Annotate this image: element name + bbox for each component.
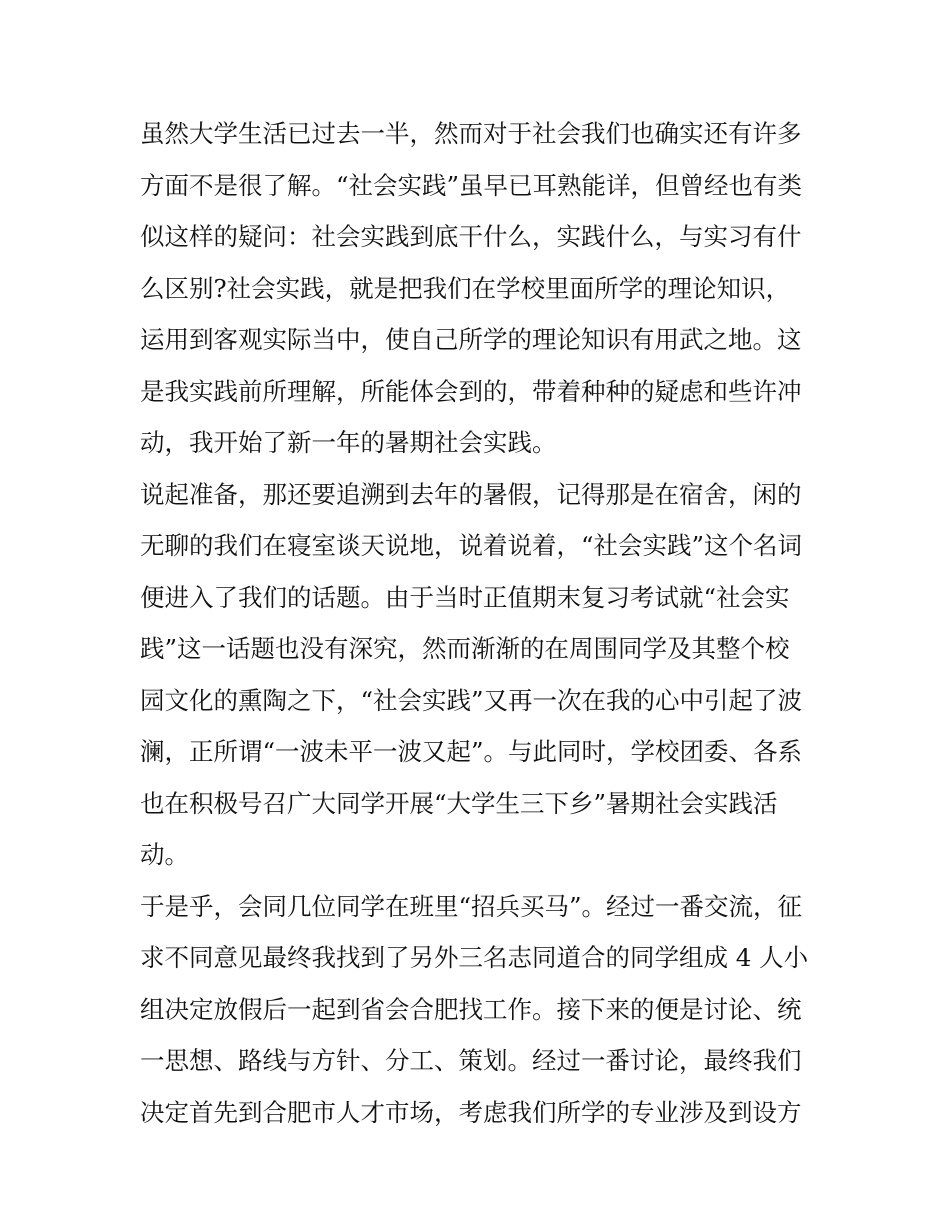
text-line: 动，我开始了新一年的暑期社会实践。 — [140, 428, 557, 457]
text-line: 运用到客观实际当中，使自己所学的理论知识有用武之地。这 — [140, 325, 802, 354]
text-line: 决定首先到合肥市人才市场，考虑我们所学的专业涉及到设方 — [140, 1097, 802, 1127]
text-line: 组决定放假后一起到省会合肥找工作。接下来的便是讨论、统 — [140, 994, 802, 1024]
text-line: 于是乎，会同几位同学在班里“招兵买马”。经过一番交流，征 — [140, 891, 803, 921]
text-line: 说起准备，那还要追溯到去年的暑假，记得那是在宿舍，闲的 — [140, 479, 802, 509]
text-line: 园文化的熏陶之下，“社会实践”又再一次在我的心中引起了波 — [140, 685, 803, 715]
text-line: 么区别?社会实践，就是把我们在学校里面所学的理论知识， — [140, 273, 791, 303]
document-body — [140, 108, 820, 1138]
text-line: 澜，正所谓“一波未平一波又起”。与此同时，学校团委、各系 — [140, 737, 803, 766]
text-line: 便进入了我们的话题。由于当时正值期末复习考试就“社会实 — [140, 582, 790, 612]
text-line: 也在积极号召广大同学开展“大学生三下乡”暑期社会实践活 — [140, 788, 778, 818]
text-line: 方面不是很了解。“社会实践”虽早已耳熟能详，但曾经也有类 — [140, 170, 803, 200]
text-line: 动。 — [140, 840, 189, 869]
text-line: 无聊的我们在寝室谈天说地，说着说着，“社会实践”这个名词 — [140, 531, 803, 560]
text-line: 虽然大学生活已过去一半，然而对于社会我们也确实还有许多 — [140, 119, 802, 148]
text-line: 似这样的疑问：社会实践到底干什么，实践什么，与实习有什 — [140, 222, 802, 251]
text-line: 践”这一话题也没有深究，然而渐渐的在周围同学及其整个校 — [140, 634, 790, 663]
text-line: 求不同意见最终我找到了另外三名志同道合的同学组成 4 人小 — [140, 943, 809, 972]
text-line: 一思想、路线与方针、分工、策划。经过一番讨论，最终我们 — [140, 1046, 802, 1075]
text-line: 是我实践前所理解，所能体会到的，带着种种的疑虑和些许冲 — [140, 376, 802, 406]
